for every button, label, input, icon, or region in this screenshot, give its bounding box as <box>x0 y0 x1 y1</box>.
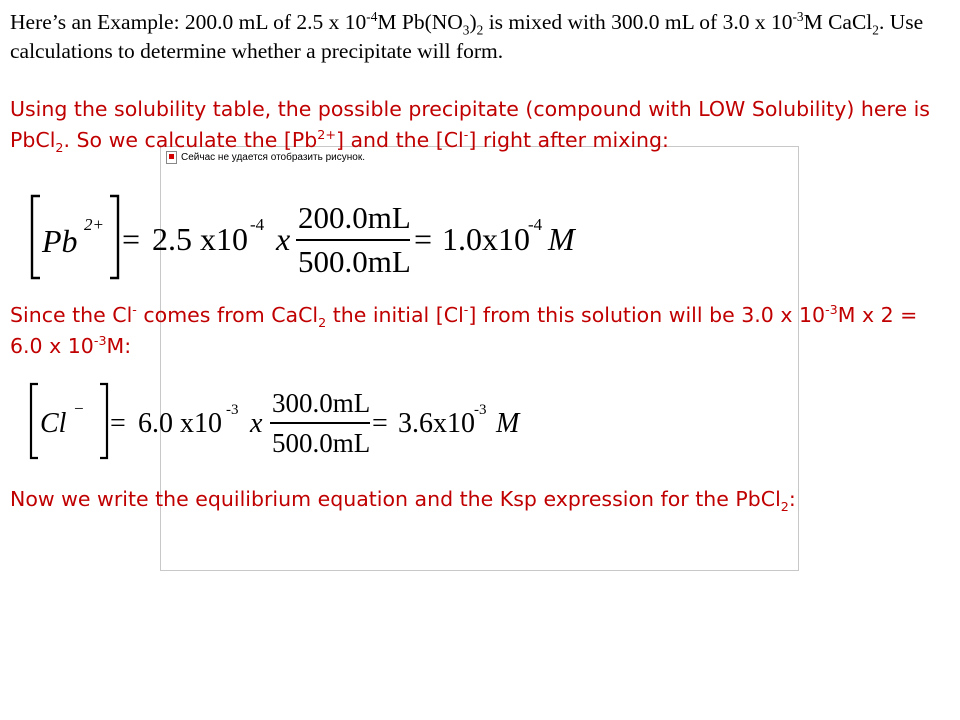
broken-image-message: Сейчас не удается отобразить рисунок. <box>181 152 365 163</box>
result-value: 1.0x10 <box>442 221 530 257</box>
lead-ion-symbol: Pb <box>42 223 78 259</box>
coefficient: 6.0 x10 <box>138 408 222 439</box>
result-exponent: -3 <box>474 402 487 418</box>
fraction-denominator: 500.0mL <box>298 244 411 279</box>
equals-sign-2: = <box>372 408 388 439</box>
chloride-ion-symbol: Cl <box>40 408 67 439</box>
result-exponent: -4 <box>528 215 543 234</box>
chloride-paragraph: Since the Cl- comes from CaCl$_2$ the initial [Cl-] from this solution will be 3.0 x $10^{-3}M$ x 2 = 6.0 x $10^{-3}M$: <box>10 302 918 358</box>
fraction-numerator: 300.0mL <box>272 388 371 418</box>
equals-sign: = <box>110 408 126 439</box>
fraction-numerator: 200.0mL <box>298 200 411 235</box>
ksp-paragraph: Now we write the equilibrium equation and the Ksp expression for the PbCl$_2$: <box>10 487 796 515</box>
times-sign: x <box>250 408 263 439</box>
equals-sign-2: = <box>414 221 433 257</box>
lead-ion-charge: 2+ <box>84 215 104 234</box>
coefficient-exponent: -4 <box>250 215 265 234</box>
fraction-denominator: 500.0mL <box>272 428 371 458</box>
result-unit: M <box>496 408 520 439</box>
coefficient: 2.5 x10 <box>152 221 248 257</box>
equals-sign: = <box>122 221 141 257</box>
chloride-ion-charge: − <box>74 399 84 418</box>
times-sign: x <box>276 221 291 257</box>
coefficient-exponent: -3 <box>226 402 239 418</box>
pb-concentration-equation <box>18 190 618 295</box>
result-unit: M <box>548 221 575 257</box>
cl-concentration-equation <box>18 378 618 473</box>
result-value: 3.6x10 <box>398 408 475 439</box>
solubility-paragraph: Using the solubility table, the possible precipitate (compound with LOW Solubility) here is PbCl$_2$. So we calculate the $[Pb^{2+}]$ and the [Cl-] right after mixing: <box>10 97 930 156</box>
example-problem-text: Here’s an Example: 200.0 mL of 2.5 x $10^{-4}M$ $Pb(NO_3)_2$ is mixed with 300.0 mL of 3.0 x $10^{-3}M$ CaCl$_2$. Use calculations to determine whether a precipitate will form. <box>10 8 924 63</box>
